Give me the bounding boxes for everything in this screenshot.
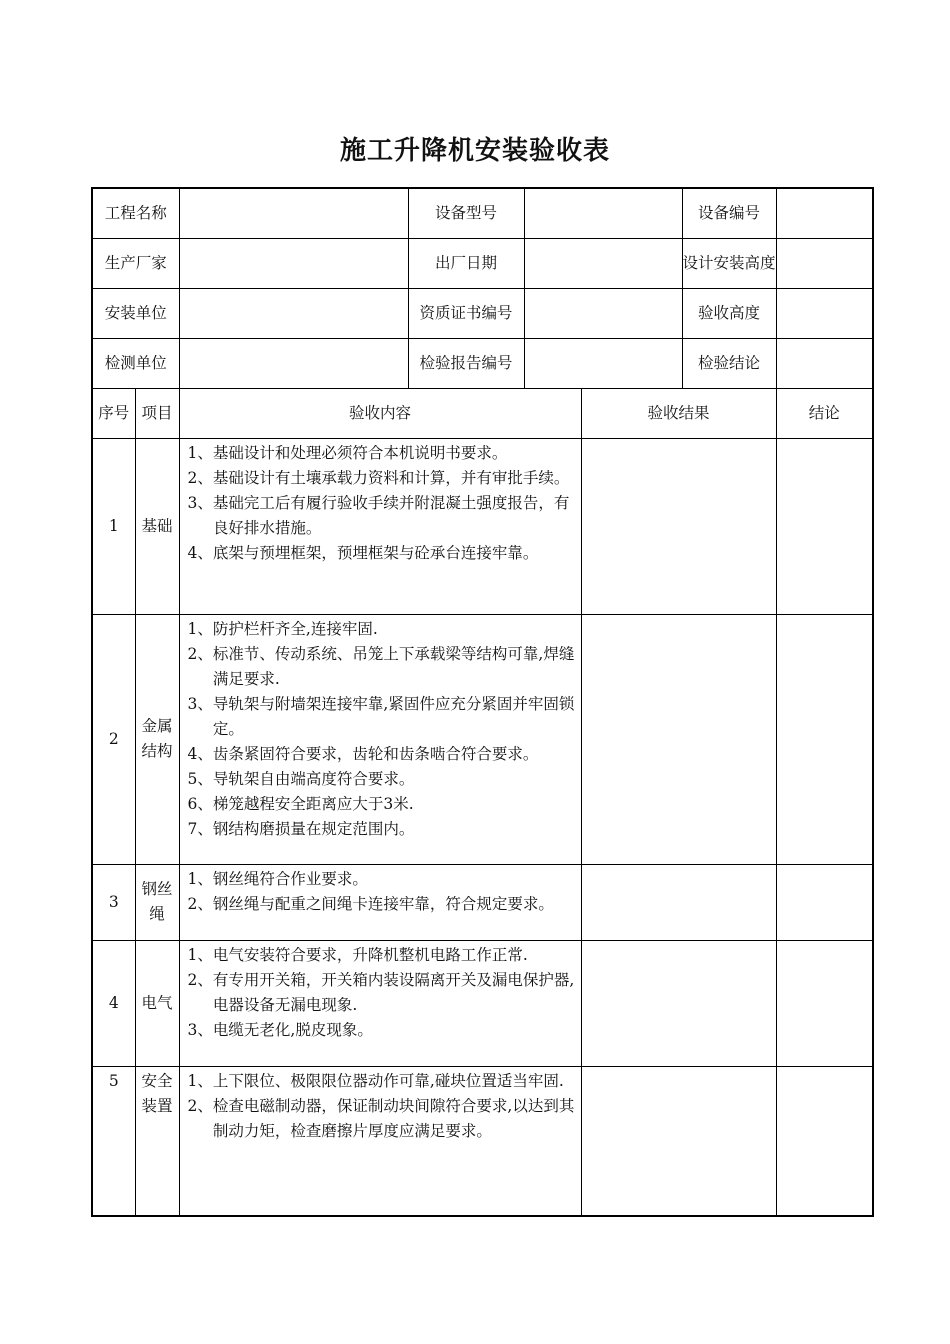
report-no-field[interactable] (524, 338, 682, 388)
list-item: 3、 电缆无老化,脱皮现象。 (187, 1020, 373, 1039)
inspect-unit-field[interactable] (179, 338, 408, 388)
row-item: 电气 (135, 940, 179, 1066)
list-item: 2、 钢丝绳与配重之间绳卡连接牢靠，符合规定要求。 (187, 894, 554, 913)
install-unit-field[interactable] (179, 288, 408, 338)
manufacturer-label: 生产厂家 (92, 238, 179, 288)
row-conclusion-field[interactable] (776, 438, 873, 614)
list-item: 4、 底架与预埋框架，预埋框架与砼承台连接牢靠。 (187, 543, 539, 562)
list-item: 4、 齿条紧固符合要求，齿轮和齿条啮合符合要求。 (187, 744, 539, 763)
list-item: 6、 梯笼越程安全距离应大于3米. (187, 794, 414, 813)
equipment-model-field[interactable] (524, 188, 682, 238)
row-result-field[interactable] (581, 614, 776, 864)
row-item: 钢丝绳 (135, 864, 179, 940)
table-row (92, 1066, 873, 1216)
install-unit-label: 安装单位 (92, 288, 179, 338)
row-item: 安全装置 (135, 1066, 179, 1216)
list-item: 7、 钢结构磨损量在规定范围内。 (187, 819, 415, 838)
col-seq-header: 序号 (92, 388, 135, 438)
row-content (179, 614, 581, 864)
inspect-conclusion-field[interactable] (776, 338, 873, 388)
equipment-no-field[interactable] (776, 188, 873, 238)
project-name-label: 工程名称 (92, 188, 179, 238)
equipment-no-label: 设备编号 (682, 188, 776, 238)
table-row (92, 614, 873, 864)
col-item-header: 项目 (135, 388, 179, 438)
cert-no-label: 资质证书编号 (408, 288, 524, 338)
list-item: 3、 导轨架与附墙架连接牢靠,紧固件应充分紧固并牢固锁定。 (187, 694, 575, 738)
col-result-header: 验收结果 (581, 388, 776, 438)
list-item: 2、 基础设计有土壤承载力资料和计算，并有审批手续。 (187, 468, 570, 487)
row-result-field[interactable] (581, 940, 776, 1066)
list-item: 1、 防护栏杆齐全,连接牢固. (187, 619, 378, 638)
equipment-model-label: 设备型号 (408, 188, 524, 238)
row-result-field[interactable] (581, 864, 776, 940)
row-content (179, 438, 581, 614)
row-item: 基础 (135, 438, 179, 614)
row-conclusion-field[interactable] (776, 1066, 873, 1216)
page-title: 施工升降机安装验收表 (339, 136, 610, 166)
row-content (179, 1066, 581, 1216)
table-row (92, 438, 873, 614)
inspect-conclusion-label: 检验结论 (682, 338, 776, 388)
table-row (92, 864, 873, 940)
list-item: 1、 基础设计和处理必须符合本机说明书要求。 (187, 443, 508, 462)
row-content (179, 940, 581, 1066)
col-content-header: 验收内容 (179, 388, 581, 438)
row-seq: 3 (92, 864, 135, 940)
table-row (92, 940, 873, 1066)
manufacture-date-field[interactable] (524, 238, 682, 288)
row-seq: 1 (92, 438, 135, 614)
list-item: 3、 基础完工后有履行验收手续并附混凝土强度报告，有良好排水措施。 (187, 493, 570, 537)
project-name-field[interactable] (179, 188, 408, 238)
inspect-unit-label: 检测单位 (92, 338, 179, 388)
design-height-label: 设计安装高度 (682, 238, 776, 288)
design-height-field[interactable] (776, 238, 873, 288)
cert-no-field[interactable] (524, 288, 682, 338)
list-item: 2、 标准节、传动系统、吊笼上下承载梁等结构可靠,焊缝满足要求. (187, 644, 575, 688)
list-item: 1、 电气安装符合要求，升降机整机电路工作正常. (187, 945, 528, 964)
row-seq: 2 (92, 614, 135, 864)
list-item: 5、 导轨架自由端高度符合要求。 (187, 769, 415, 788)
row-result-field[interactable] (581, 438, 776, 614)
col-conclusion-header: 结论 (776, 388, 873, 438)
manufacturer-field[interactable] (179, 238, 408, 288)
row-content (179, 864, 581, 940)
row-conclusion-field[interactable] (776, 614, 873, 864)
list-item: 1、 钢丝绳符合作业要求。 (187, 869, 368, 888)
list-item: 2、 有专用开关箱，开关箱内装设隔离开关及漏电保护器,电器设备无漏电现象. (187, 970, 575, 1014)
row-conclusion-field[interactable] (776, 940, 873, 1066)
row-seq: 4 (92, 940, 135, 1066)
acceptance-table (91, 187, 874, 1217)
report-no-label: 检验报告编号 (408, 338, 524, 388)
row-item: 金属结构 (135, 614, 179, 864)
accept-height-label: 验收高度 (682, 288, 776, 338)
row-result-field[interactable] (581, 1066, 776, 1216)
accept-height-field[interactable] (776, 288, 873, 338)
manufacture-date-label: 出厂日期 (408, 238, 524, 288)
row-conclusion-field[interactable] (776, 864, 873, 940)
list-item: 2、 检查电磁制动器，保证制动块间隙符合要求,以达到其制动力矩，检查磨擦片厚度应满足要求。 (187, 1096, 575, 1140)
row-seq: 5 (92, 1066, 135, 1216)
list-item: 1、 上下限位、极限限位器动作可靠,碰块位置适当牢固. (187, 1071, 564, 1090)
